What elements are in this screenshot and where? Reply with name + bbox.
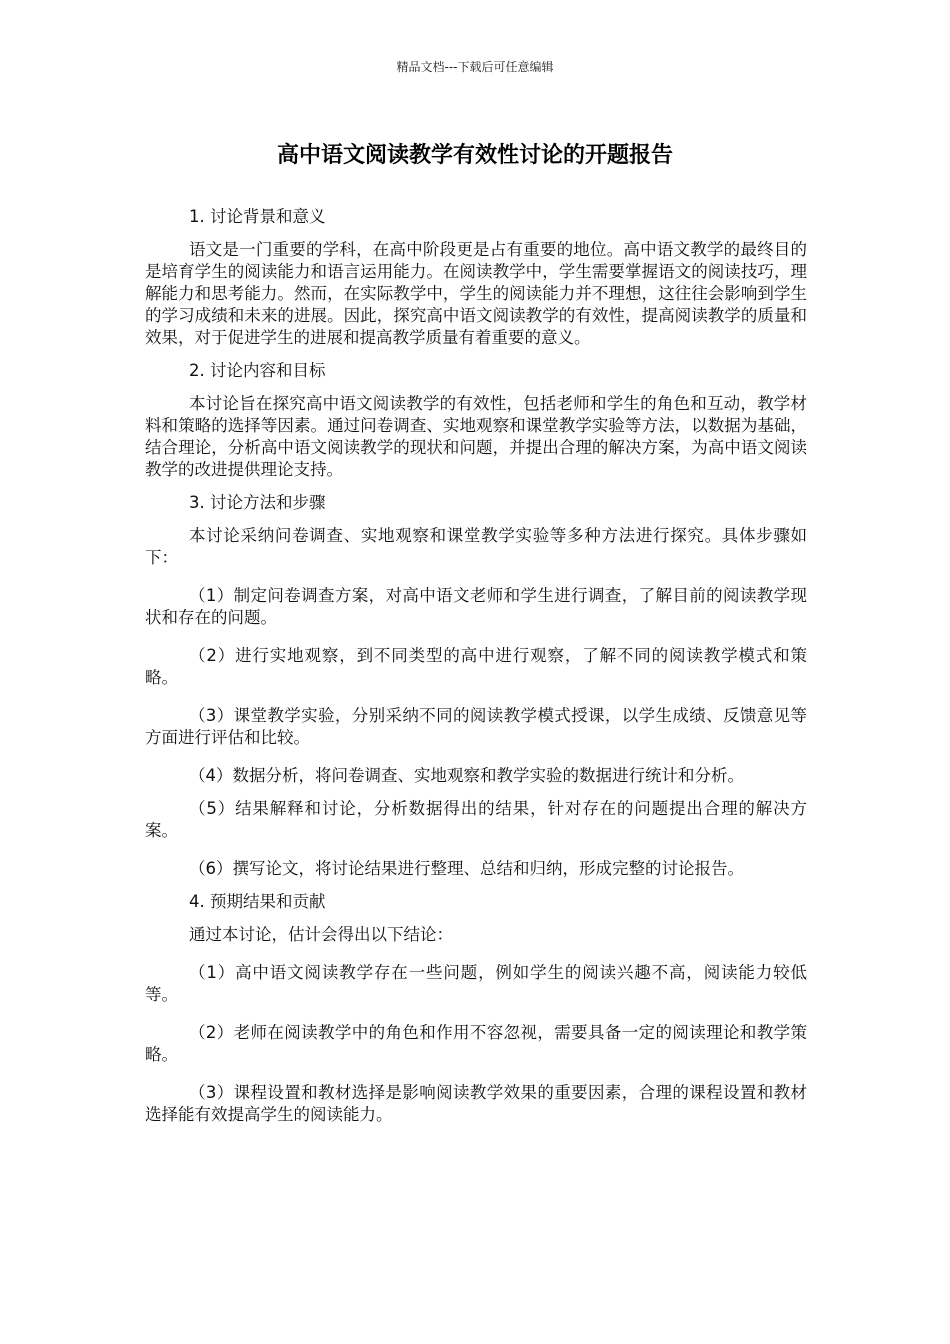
- list-item: （3）课堂教学实验，分别采纳不同的阅读教学模式授课，以学生成绩、反馈意见等方面进行评估和比较。: [145, 706, 807, 747]
- paragraph: 语文是一门重要的学科，在高中阶段更是占有重要的地位。高中语文教学的最终目的是培育学生的阅读能力和语言运用能力。在阅读教学中，学生需要掌握语文的阅读技巧，理解能力和思考能力。然而，在实际教学中，学生的阅读能力并不理想，这往往会影响到学生的学习成绩和未来的进展。因此，探究高中语文阅读教学的有效性，提高阅读教学的质量和效果，对于促进学生的进展和提高教学质量有着重要的意义。: [145, 240, 807, 347]
- list-item: （1）制定问卷调查方案，对高中语文老师和学生进行调查，了解目前的阅读教学现状和存在的问题。: [145, 586, 807, 627]
- paragraph: 本讨论旨在探究高中语文阅读教学的有效性，包括老师和学生的角色和互动，教学材料和策略的选择等因素。通过问卷调查、实地观察和课堂教学实验等方法，以数据为基础，结合理论，分析高中语文阅读教学的现状和问题，并提出合理的解决方案，为高中语文阅读教学的改进提供理论支持。: [145, 394, 807, 479]
- section-heading: 1. 讨论背景和意义: [189, 207, 326, 226]
- document-body: [145, 206, 807, 1142]
- list-item: （6）撰写论文，将讨论结果进行整理、总结和归纳，形成完整的讨论报告。: [189, 859, 744, 878]
- list-item: （2）进行实地观察，到不同类型的高中进行观察，了解不同的阅读教学模式和策略。: [145, 646, 807, 687]
- section-heading: 2. 讨论内容和目标: [189, 361, 326, 380]
- list-item: （1）高中语文阅读教学存在一些问题，例如学生的阅读兴趣不高，阅读能力较低等。: [145, 963, 807, 1004]
- list-item: （2）老师在阅读教学中的角色和作用不容忽视，需要具备一定的阅读理论和教学策略。: [145, 1023, 807, 1064]
- paragraph: 通过本讨论，估计会得出以下结论：: [189, 925, 453, 944]
- page-header: 精品文档---下载后可任意编辑: [396, 60, 554, 74]
- section-heading: 4. 预期结果和贡献: [189, 892, 326, 911]
- section-heading: 3. 讨论方法和步骤: [189, 493, 326, 512]
- paragraph: 本讨论采纳问卷调查、实地观察和课堂教学实验等多种方法进行探究。具体步骤如下：: [145, 526, 807, 567]
- list-item: （4）数据分析，将问卷调查、实地观察和教学实验的数据进行统计和分析。: [189, 766, 744, 785]
- list-item: （3）课程设置和教材选择是影响阅读教学效果的重要因素，合理的课程设置和教材选择能有效提高学生的阅读能力。: [145, 1083, 807, 1124]
- document-title: 高中语文阅读教学有效性讨论的开题报告: [276, 143, 673, 168]
- list-item: （5）结果解释和讨论，分析数据得出的结果，针对存在的问题提出合理的解决方案。: [145, 799, 807, 840]
